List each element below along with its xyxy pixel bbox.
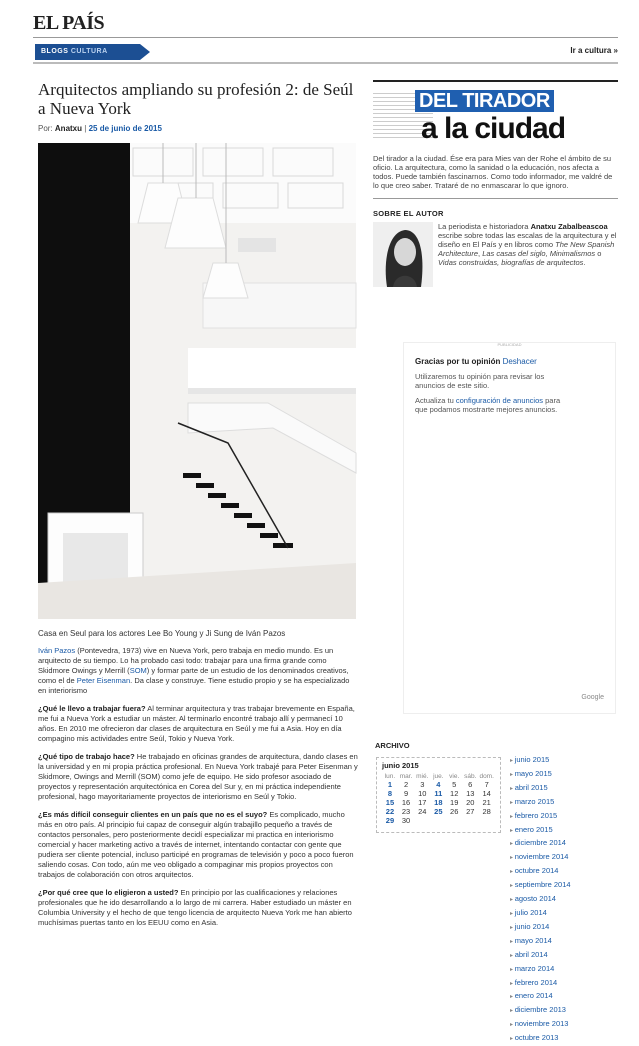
archive-month-link[interactable]: ▸ noviembre 2014	[510, 851, 571, 865]
calendar-day: 19	[450, 798, 459, 807]
calendar-day: 23	[401, 807, 411, 816]
calendar-day: 28	[482, 807, 491, 816]
byline-author[interactable]: Anatxu	[54, 124, 83, 133]
archive-month-list	[510, 754, 571, 1046]
archive-heading: ARCHIVO	[375, 741, 410, 750]
post-title[interactable]: Arquitectos ampliando su profesión 2: de Seúl a Nueva York	[38, 80, 354, 118]
calendar-day: 13	[466, 789, 475, 798]
calendar-day	[462, 816, 478, 825]
archive-month-link[interactable]: ▸ marzo 2015	[510, 796, 571, 810]
calendar-weekday: dom.	[479, 773, 494, 780]
archive-month-link[interactable]: ▸ enero 2015	[510, 824, 571, 838]
site-header	[33, 10, 618, 38]
ad-thanks-text: Gracias por tu opinión	[415, 357, 501, 366]
archive-month-link[interactable]: ▸ febrero 2015	[510, 810, 571, 824]
calendar-day: 2	[403, 780, 409, 789]
calendar-week	[382, 780, 495, 789]
intro-text-3: . Da clase y construye. Tiene estudio propio y se ha especializado en interiorismo	[38, 676, 350, 695]
qa-paragraph	[38, 810, 358, 880]
archive-calendar	[376, 757, 501, 833]
som-link[interactable]: SOM	[129, 666, 147, 675]
ad-label: PUBLICIDAD	[497, 342, 522, 347]
calendar-weekday: jue.	[433, 773, 444, 780]
calendar-day	[446, 816, 462, 825]
bio-text: La periodista e historiadora	[438, 222, 531, 231]
calendar-day: 27	[466, 807, 475, 816]
calendar-day: 3	[420, 780, 425, 789]
calendar-day	[414, 816, 430, 825]
sidebar	[373, 80, 618, 1043]
archive-month-link[interactable]: ▸ mayo 2014	[510, 935, 571, 949]
calendar-weekday: lun.	[384, 773, 396, 780]
calendar-week	[382, 789, 495, 798]
bio-text: .	[583, 258, 586, 267]
calendar-day: 21	[482, 798, 491, 807]
el-pais-logo[interactable]: EL PAÍS	[33, 12, 105, 34]
calendar-week	[382, 798, 495, 807]
qa-paragraph	[38, 888, 358, 928]
ad-text: para que podamos mostrarte mejores anuncios.	[415, 396, 561, 414]
book-title: Las casas del siglo, Minimalismos	[482, 249, 596, 258]
hero-image	[38, 143, 356, 619]
intro-text-1: (Pontevedra, 1973) vive en Nueva York, pero trabaja en medio mundo. Es un arquitecto de su tiempo. Lo ha probado casi todo: trabajar para una firma grande como Skidmore Owings y Merrill (	[38, 646, 334, 675]
post-date: 25 de junio de 2015	[88, 124, 162, 133]
archive-month-link[interactable]: ▸ agosto 2014	[510, 893, 571, 907]
archive-month-link[interactable]: ▸ diciembre 2014	[510, 837, 571, 851]
intro-paragraph	[38, 646, 358, 696]
banner-title-line2: a la ciudad	[421, 112, 566, 145]
archive-month-link[interactable]: ▸ febrero 2014	[510, 977, 571, 991]
calendar-day[interactable]: 18	[434, 798, 443, 807]
answer: He trabajado en oficinas grandes de arquitectura, dando clases en la universidad y en mi propia práctica profesional. En Nueva York trabajé para Peter Eisenman y Skidmore, Owings and Merrill (SOM) como jefe de equipo. He sido profesor asociado de proyectos y representación arquitectónica en Corea del Sur y, en mi práctica independiente profesional, hago mayoritariamente proyectos de interiorismo en Seúl y Tokio.	[38, 752, 358, 801]
tab-arrow-icon	[140, 44, 150, 60]
archive-month-link[interactable]: ▸ octubre 2013	[510, 1032, 571, 1046]
byline-prefix: Por:	[38, 124, 53, 133]
section-label: CULTURA	[70, 48, 108, 55]
calendar-day: 26	[450, 807, 459, 816]
byline-sep: |	[84, 124, 87, 133]
archive-month-link[interactable]: ▸ marzo 2014	[510, 963, 571, 977]
ad-settings-link[interactable]: configuración de anuncios	[455, 396, 544, 405]
archive-month-link[interactable]: ▸ abril 2015	[510, 782, 571, 796]
blog-description: Del tirador a la ciudad. Ése era para Mies van der Rohe el ámbito de su oficio. La arquitectura, como la sanidad o la educación, nos afecta a todos. Puede también fascinarnos. Como todo informador, me valdré de lo que creo saber. Trataré de no enmascarar lo que ignoro.	[373, 154, 613, 190]
calendar-day: 10	[418, 789, 427, 798]
qa-paragraph	[38, 704, 358, 744]
divider	[373, 198, 618, 199]
calendar-day[interactable]: 25	[434, 807, 443, 816]
calendar-day: 16	[401, 798, 411, 807]
blogs-label: BLOGS	[41, 48, 69, 55]
interior-photo	[38, 143, 356, 619]
ivan-pazos-link[interactable]: Iván Pazos	[38, 646, 76, 655]
calendar-day: 9	[403, 789, 409, 798]
bio-text: escribe sobre todas las escalas de la arquitectura y el diseño en El País y en libros como	[438, 231, 617, 249]
archive-month-link[interactable]: ▸ diciembre 2013	[510, 1004, 571, 1018]
archive-month-link[interactable]: ▸ julio 2014	[510, 907, 571, 921]
calendar-day: 6	[468, 780, 473, 789]
calendar-day: 24	[418, 807, 427, 816]
blog-banner[interactable]	[373, 80, 618, 146]
calendar-day[interactable]: 15	[385, 798, 395, 807]
ad-undo-link[interactable]: Deshacer	[502, 357, 537, 366]
archive-month-link[interactable]: ▸ mayo 2015	[510, 768, 571, 782]
calendar-month: junio 2015	[382, 761, 419, 770]
question: ¿Qué tipo de trabajo hace?	[38, 752, 135, 761]
google-brand: Google	[581, 694, 604, 701]
qa-paragraph	[38, 752, 358, 802]
calendar-day: 14	[482, 789, 491, 798]
archive-month-link[interactable]: ▸ septiembre 2014	[510, 879, 571, 893]
banner-title-line1: DEL TIRADOR	[415, 90, 554, 112]
question: ¿Qué le llevo a trabajar fuera?	[38, 704, 146, 713]
peter-eisenman-link[interactable]: Peter Eisenman	[76, 676, 131, 685]
calendar-day: 20	[466, 798, 475, 807]
ad-settings-message	[415, 396, 565, 414]
calendar-day: 17	[418, 798, 427, 807]
bio-text: o	[595, 249, 602, 258]
question: ¿Es más difícil conseguir clientes en un país que no es el suyo?	[38, 810, 268, 819]
image-caption: Casa en Seul para los actores Lee Bo Young y Ji Sung de Iván Pazos	[38, 629, 286, 638]
author-portrait	[373, 222, 433, 287]
author-box	[373, 222, 618, 287]
calendar-day: 12	[450, 789, 459, 798]
author-bio	[438, 222, 618, 287]
byline	[38, 124, 358, 133]
calendar-day	[478, 816, 495, 825]
calendar-day[interactable]: 22	[385, 807, 395, 816]
calendar-day[interactable]: 1	[387, 780, 393, 789]
ad-message: Utilizaremos tu opinión para revisar los anuncios de este sitio.	[415, 372, 545, 390]
ad-feedback-box	[403, 342, 616, 714]
answer: Al terminar arquitectura y tras trabajar brevemente en España, me fui a Nueva York a estudiar un máster. Al terminarlo encontré trabajo allí y permanecí 10 años. En 2010 me ofrecieron dar clases de arquitectura en Seúl y me fui a Asia. Hoy en día compagino mis actividades entre Seúl, Tokio y Nueva York.	[38, 704, 355, 743]
calendar-table	[382, 773, 495, 825]
ad-thanks	[415, 357, 615, 366]
calendar-day[interactable]: 11	[434, 789, 443, 798]
calendar-day[interactable]: 8	[387, 789, 393, 798]
archive-month-link[interactable]: ▸ abril 2014	[510, 949, 571, 963]
calendar-day[interactable]: 4	[436, 780, 441, 789]
archive-month-link[interactable]: ▸ junio 2014	[510, 921, 571, 935]
calendar-day: 30	[401, 816, 411, 825]
author-avatar	[373, 222, 433, 287]
calendar-day: 5	[452, 780, 457, 789]
calendar-week	[382, 807, 495, 816]
section-bar	[33, 42, 618, 64]
calendar-day: 7	[484, 780, 489, 789]
blogs-cultura-tab[interactable]	[35, 44, 140, 60]
bio-text: ,	[478, 249, 483, 258]
question: ¿Por qué cree que lo eligieron a usted?	[38, 888, 179, 897]
book-title: The New Spanish Architecture	[438, 240, 615, 258]
calendar-week	[382, 816, 495, 825]
calendar-weekday: sáb.	[464, 773, 477, 780]
about-heading: SOBRE EL AUTOR	[373, 209, 444, 218]
archive-month-link[interactable]: ▸ noviembre 2013	[510, 1018, 571, 1032]
calendar-weekday: mié.	[416, 773, 429, 780]
intro-text-2: ) y formar parte de un estudio de los denominados creativos, como el de	[38, 666, 349, 685]
answer: En principio por las cualificaciones y relaciones profesionales que he ido desarrollando a lo largo de mi carrera. Haber estudiado un máster en Columbia University y el hecho de que tengo licencia de arquitecto Nueva York me han abierto muchísimas puertas tanto en los EEUU como en Asia.	[38, 888, 352, 927]
calendar-day[interactable]: 29	[385, 816, 395, 825]
article	[38, 80, 358, 928]
calendar-weekday: vie.	[449, 773, 460, 780]
archive-month-link[interactable]: ▸ octubre 2014	[510, 865, 571, 879]
book-title: Vidas construidas, biografías de arquitectos	[438, 258, 584, 267]
go-to-cultura-link[interactable]: Ir a cultura »	[570, 46, 618, 55]
author-name: Anatxu Zabalbeascoa	[530, 222, 608, 231]
archive-month-link[interactable]: ▸ enero 2014	[510, 990, 571, 1004]
answer: Es complicado, mucho más en otro país. Al principio fui capaz de conseguir algún trabajillo pequeño a través de contactos personales, pero posteriormente decidí especializar mi practica en interiorismo comercial y hacer marketing activo a través de internet, intentando contactar con gente que pudiera ser cliente potencial, incluso participé en programas de televisión y poco a poco fueron saliendo cosas. Con todo, aún me veo obligado a compaginar mis propios proyectos con trabajos de colaboración con otros arquitectos.	[38, 810, 354, 879]
archive-month-link[interactable]: ▸ junio 2015	[510, 754, 571, 768]
ad-text: Actualiza tu	[415, 396, 456, 405]
calendar-day	[430, 816, 446, 825]
calendar-weekday: mar.	[399, 773, 413, 780]
